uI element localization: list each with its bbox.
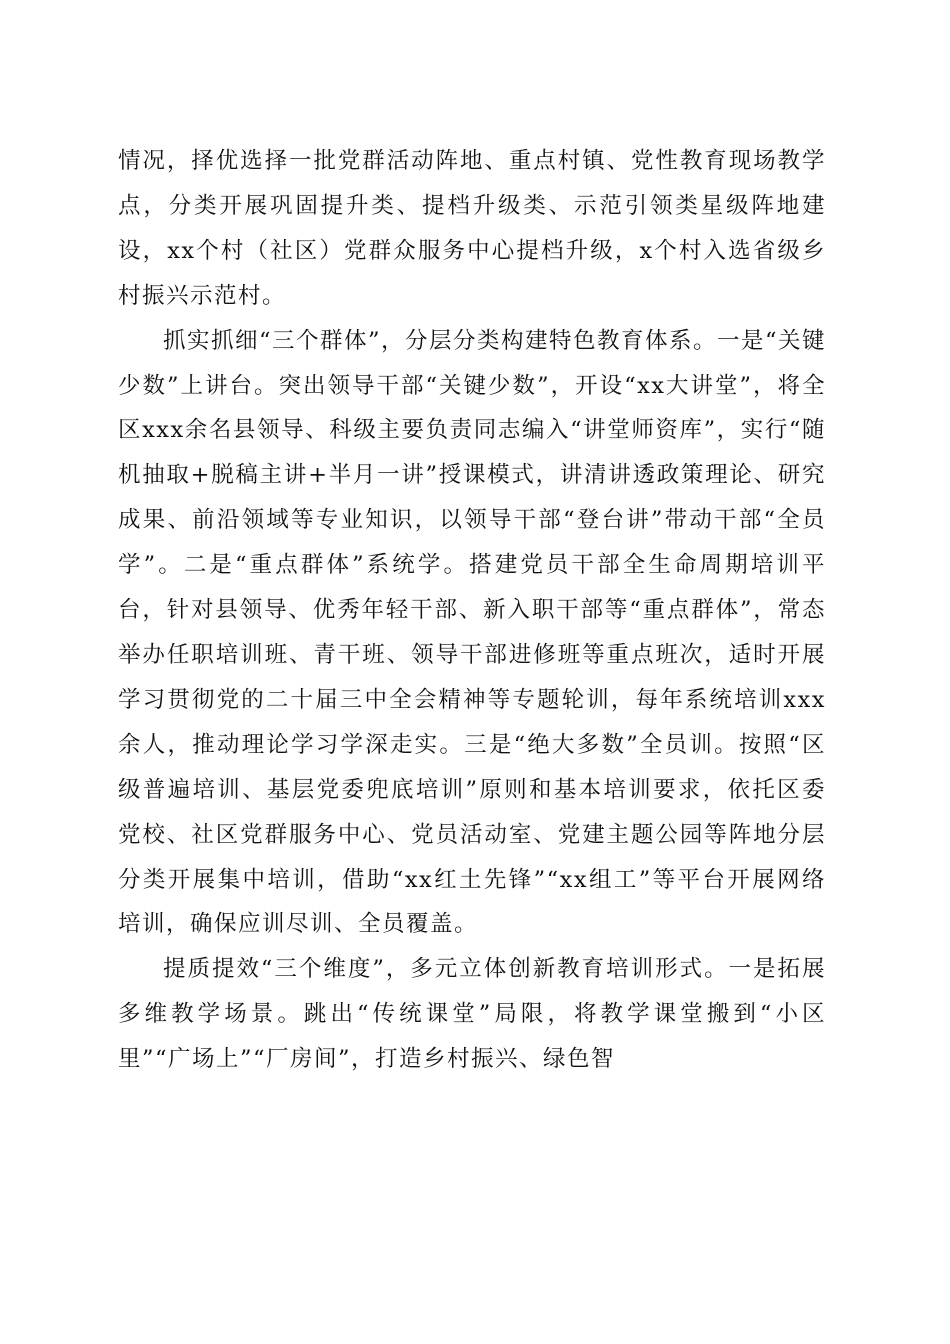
paragraph-continuation: 情况，择优选择一批党群活动阵地、重点村镇、党性教育现场教学点，分类开展巩固提升类、提档升级类、示范引领类星级阵地建设，xx个村（社区）党群众服务中心提档升级，x个村入选省级乡村振兴示范村。 <box>118 148 826 309</box>
paragraph-education-system: 抓实抓细“三个群体”，分层分类构建特色教育体系。一是“关键少数”上讲台。突出领导干部“关键少数”，开设“xx大讲堂”，将全区xxx余名县领导、科级主要负责同志编入“讲堂师资库”，实行“随机抽取+脱稿主讲+半月一讲”授课模式，讲清讲透政策理论、研究成果、前沿领域等专业知识，以领导干部“登台讲”带动干部“全员学”。二是“重点群体”系统学。搭建党员干部全生命周期培训平台，针对县领导、优秀年轻干部、新入职干部等“重点群体”，常态举办任职培训班、青干班、领导干部进修班等重点班次，适时开展学习贯彻党的二十届三中全会精神等专题轮训，每年系统培训xxx余人，推动理论学习学深走实。三是“绝大多数”全员训。按照“区级普遍培训、基层党委兜底培训”原则和基本培训要求，依托区委党校、社区党群服务中心、党员活动室、党建主题公园等阵地分层分类开展集中培训，借助“xx红土先锋”“xx组工”等平台开展网络培训，确保应训尽训、全员覆盖。 <box>118 327 827 938</box>
paragraph-training-forms: 提质提效“三个维度”，多元立体创新教育培训形式。一是拓展多维教学场景。跳出“传统课堂”局限，将教学课堂搬到“小区里”“广场上”“厂房间”，打造乡村振兴、绿色智 <box>118 956 826 1073</box>
document-body <box>118 139 826 1082</box>
